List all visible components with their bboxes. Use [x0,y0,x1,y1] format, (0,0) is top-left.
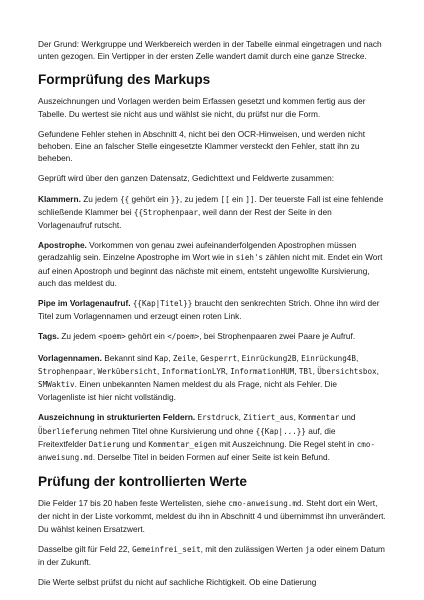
text: und [129,438,149,449]
rule-label: Pipe im Vorlagenaufruf. [38,298,131,309]
code: InformationLYR [161,366,226,376]
rule-label: Auszeichnung in strukturierten Feldern. [38,412,196,423]
text: . Derselbe Titel in beiden Formen auf einer Seite ist kein Befund. [92,452,330,463]
code: Einrückung2B [241,353,297,363]
text: ein [229,193,246,204]
rule-tags [38,330,386,343]
code: {{Kap|Titel}} [132,299,193,309]
code: cmo-anweisung.md [38,439,375,463]
rule-label: Apostrophe. [38,240,87,251]
text: , zu jedem [179,193,221,204]
text: , [92,365,98,376]
code: sieh's [235,253,264,263]
text: , [312,365,318,376]
text: braucht den senkrechten Strich. Ohne ihn wird der Titel zum Vorlagennamen und erzeugt einen roten Link. [38,298,380,322]
code: Gemeinfrei_seit [132,544,201,554]
text: Bekannt sind [101,352,155,363]
text: gehört ein [129,193,171,204]
code: Kommentar_eigen [148,439,217,449]
text: , [376,365,379,376]
code: [[ [220,194,230,204]
text: , [195,352,201,363]
markup-paragraph-2: Gefundene Fehler stehen in Abschnitt 4, nicht bei den OCR-Hinweisen, und werden nicht behoben. Eine an falscher Stelle eingesetzte Klammer versteckt den Fehler, statt ihn zu beheben. [38,128,365,164]
text: und [339,412,356,423]
text: Dasselbe gilt für Feld 22, [38,543,133,554]
rule-auszeichnung [38,411,386,464]
code: ja [305,544,315,554]
code: Datierung [88,439,130,449]
code: Einrückung4B [301,353,356,363]
intro-paragraph: Der Grund: Werkgruppe und Werkbereich werden in der Tabelle einmal eingetragen und nach unten gezogen. Ein Vertipper in der ersten Zelle wandert damit durch eine ganze Strecke. [38,39,382,62]
text: . Steht dort ein Wert, der nicht in der Liste vorkommt, meldest du ihn in Abschnitt 4 und übernimmst ihn unverändert. Du wählst keinen Ersatzwert. [38,498,386,534]
text: , mit den zulässigen Werten [200,543,306,554]
text: , [156,365,162,376]
text: zählen nicht mit. Endet ein Wort auf einen Apostroph und beginnt das nächste mit einem, entsteht ungewollte Kursivierung, auch das meldest du. [38,252,383,288]
text: auf, die Freitextfelder [38,425,336,449]
markup-paragraph-3: Geprüft wird über den ganzen Datensatz, Gedichttext und Feldwerte zusammen: [38,173,335,184]
code: cmo-anweisung.md [228,499,302,509]
code: Werkübersicht [97,366,157,376]
werte-paragraph-2 [38,543,386,568]
text: , [238,412,244,423]
rule-pipe [38,297,386,322]
code: InformationHUM [230,366,295,376]
code: Kommentar [298,413,340,423]
code: Zeile [172,353,196,363]
code: Strophenpaar [38,366,93,376]
text: , [168,352,173,363]
text: . Einen unbekannten Namen meldest du als Frage, nicht als Fehler. Die Vorlagenliste ist hier nicht vollständig. [38,379,337,403]
rule-vorlagennamen [38,352,386,404]
rule-klammern [38,193,386,232]
rule-label: Vorlagennamen. [38,352,102,363]
code: Überlieferung [38,426,98,436]
code: TBl [298,366,313,376]
text: oder einem Datum in der Zukunft. [38,543,385,568]
text: . Der teuerste Fall ist eine fehlende schließende Klammer bei [38,193,384,217]
text: Die Felder 17 bis 20 haben feste Wertelisten, siehe [38,498,229,509]
text: Zu jedem [59,331,99,342]
rule-label: Klammern. [38,193,81,204]
text: , [355,352,359,363]
code: {{ [120,194,130,204]
markup-paragraph-1: Auszeichnungen und Vorlagen werden beim Erfassen gesetzt und kommen fertig aus der Tabelle. Du wertest sie nicht aus und wählst sie nicht, du prüfst nur die Form. [38,96,366,119]
text: Vorkommen von genau zwei aufeinanderfolgenden Apostrophen müssen geradzahlig sein. Einzelne Apostrophe im Wort wie in [38,240,357,263]
text: Zu jedem [80,193,121,204]
code: Erstdruck [197,413,239,423]
code: }} [170,194,180,204]
text: , [293,412,299,423]
text: , weil dann der Rest der Seite in den Vorlagenaufruf rutscht. [38,206,332,231]
code: Zitiert_aus [243,413,294,423]
code: <poem> [98,332,126,342]
code: {{Strophenpaar [133,207,198,217]
text: mit Auszeichnung. Die Regel steht in [216,438,357,449]
section-heading-werte: Prüfung der kontrollierten Werte [38,474,247,490]
code: Übersichtsbox [317,366,377,376]
werte-paragraph-3: Die Werte selbst prüfst du nicht auf sachliche Richtigkeit. Ob eine Datierung [38,577,317,588]
text: , [225,365,231,376]
text: , [296,352,302,363]
text: gehört ein [125,331,168,342]
section-heading-markup: Formprüfung des Markups [38,72,211,88]
text: , [294,365,299,376]
text: , bei Strophenpaaren zwei Paare je Aufruf. [199,331,356,342]
rule-apostrophe [38,239,386,289]
code: </poem> [167,332,200,342]
text: nehmen Titel ohne Kursivierung und ohne [97,425,256,436]
code: ]] [245,194,255,204]
rule-label: Tags. [38,331,60,342]
code: {{Kap|...}} [255,426,306,436]
code: Kap [154,353,169,363]
werte-paragraph-1 [38,497,386,535]
code: SMWaktiv [38,380,75,390]
text: , [236,352,242,363]
code: Gesperrt [200,353,237,363]
